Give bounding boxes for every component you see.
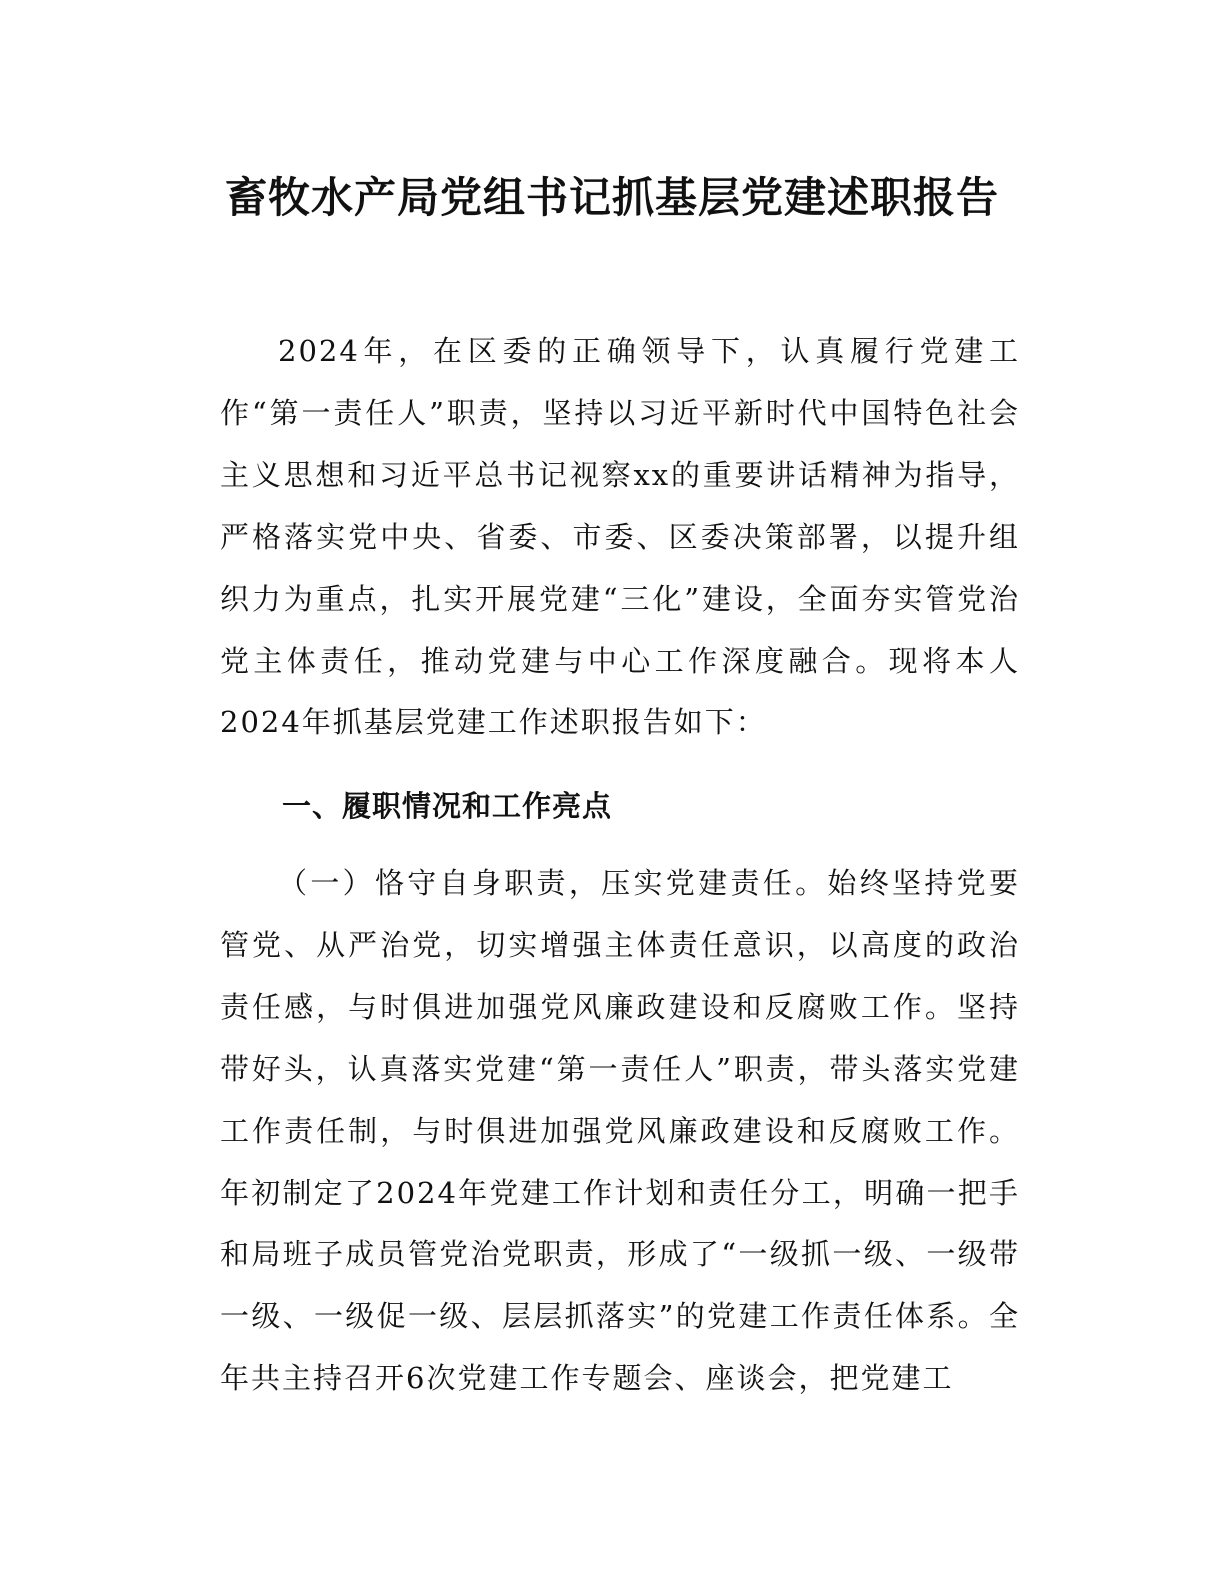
document-title: 畜牧水产局党组书记抓基层党建述职报告 <box>224 173 999 223</box>
section-paragraph: （一）恪守自身职责，压实党建责任。始终坚持党要管党、从严治党，切实增强主体责任意识，以高度的政治责任感，与时俱进加强党风廉政建设和反腐败工作。坚持带好头，认真落实党建“第一责任人”职责，带头落实党建工作责任制，与时俱进加强党风廉政建设和反腐败工作。年初制定了2024年党建工作计划和责任分工，明确一把手和局班子成员管党治党职责，形成了“一级抓一级、一级带一级、一级促一级、层层抓落实”的党建工作责任体系。全年共主持召开6次党建工作专题会、座谈会，把党建工 <box>220 866 1020 1396</box>
section-heading: 一、履职情况和工作亮点 <box>282 789 613 823</box>
intro-paragraph: 2024年，在区委的正确领导下，认真履行党建工作“第一责任人”职责，坚持以习近平新时代中国特色社会主义思想和习近平总书记视察xx的重要讲话精神为指导，严格落实党中央、省委、市委、区委决策部署，以提升组织力为重点，扎实开展党建“三化”建设，全面夯实管党治党主体责任，推动党建与中心工作深度融合。现将本人2024年抓基层党建工作述职报告如下： <box>220 334 1020 740</box>
